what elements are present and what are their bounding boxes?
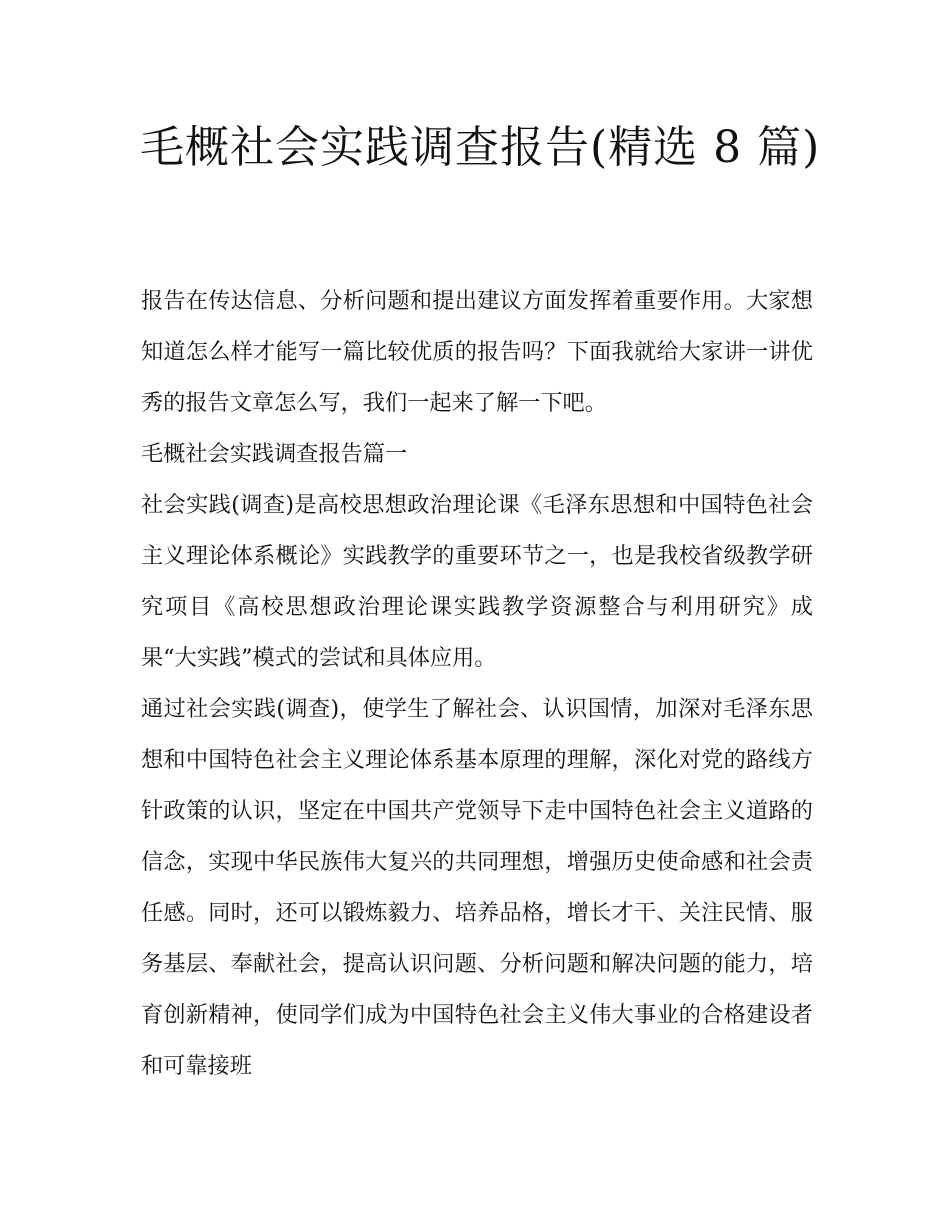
body-paragraph: 通过社会实践(调查)，使学生了解社会、认识国情，加深对毛泽东思想和中国特色社会主义理论体系基本原理的理解，深化对党的路线方针政策的认识，坚定在中国共产党领导下走中国特色社会主义道路的信念，实现中华民族伟大复兴的共同理想，增强历史使命感和社会责任感。同时，还可以锻炼毅力、培养品格，增长才干、关注民情、服务基层、奉献社会，提高认识问题、分析问题和解决问题的能力，培育创新精神，使同学们成为中国特色社会主义伟大事业的合格建设者和可靠接班 bbox=[141, 696, 813, 1079]
document-title: 毛概社会实践调查报告(精选 8 篇) bbox=[140, 122, 821, 173]
section-heading: 毛概社会实践调查报告篇一 bbox=[141, 441, 408, 467]
intro-paragraph: 报告在传达信息、分析问题和提出建议方面发挥着重要作用。大家想知道怎么样才能写一篇比较优质的报告吗？下面我就给大家讲一讲优秀的报告文章怎么写，我们一起来了解一下吧。 bbox=[141, 288, 813, 416]
document-body bbox=[141, 276, 813, 1092]
body-paragraph: 社会实践(调查)是高校思想政治理论课《毛泽东思想和中国特色社会主义理论体系概论》实践教学的重要环节之一，也是我校省级教学研究项目《高校思想政治理论课实践教学资源整合与利用研究》成果“大实践”模式的尝试和具体应用。 bbox=[141, 492, 813, 671]
